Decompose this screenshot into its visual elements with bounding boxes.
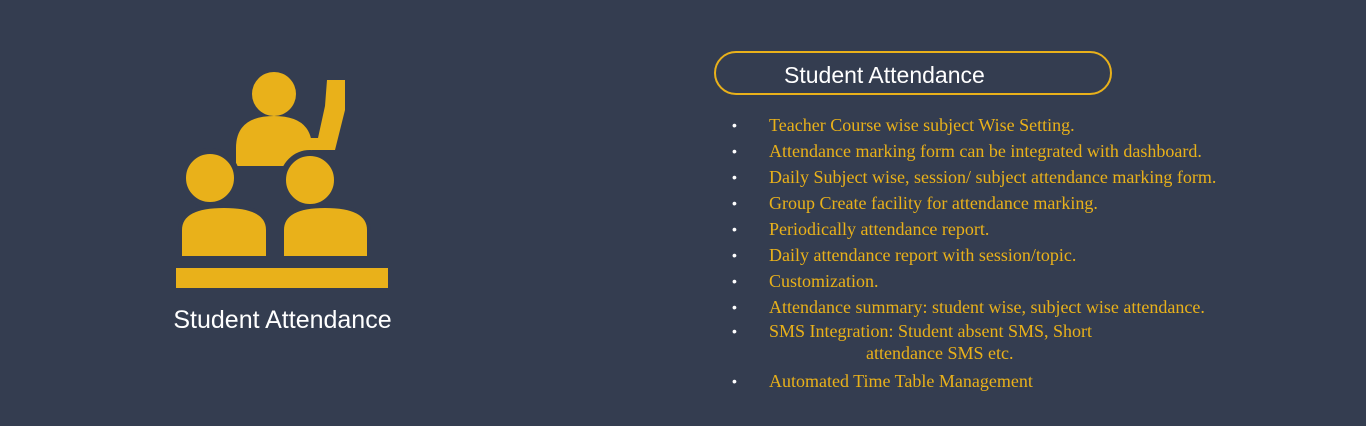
feature-item xyxy=(728,294,1216,320)
feature-list xyxy=(728,112,1216,394)
feature-item xyxy=(728,190,1216,216)
feature-item xyxy=(728,138,1216,164)
feature-text: • Automated Time Table Management xyxy=(769,371,1033,391)
feature-text: • Group Create facility for attendance marking. xyxy=(769,193,1098,213)
feature-item xyxy=(728,368,1216,394)
feature-text: • SMS Integration: Student absent SMS, Short xyxy=(769,321,1093,341)
feature-item xyxy=(728,268,1216,294)
feature-text: • Customization. xyxy=(769,271,879,291)
feature-text: • Periodically attendance report. xyxy=(769,219,990,239)
left-card-title: Student Attendance xyxy=(173,306,392,334)
feature-text: • Daily attendance report with session/topic. xyxy=(769,245,1077,265)
feature-item xyxy=(728,242,1216,268)
feature-item xyxy=(728,112,1216,138)
feature-text: • Daily Subject wise, session/ subject attendance marking form. xyxy=(769,167,1217,187)
feature-text: • Attendance marking form can be integrated with dashboard. xyxy=(769,141,1202,161)
feature-header-pill xyxy=(714,51,1112,95)
feature-text: • Teacher Course wise subject Wise Setting. xyxy=(769,115,1075,135)
feature-text-continued: attendance SMS etc. xyxy=(866,343,1014,363)
feature-text: • Attendance summary: student wise, subject wise attendance. xyxy=(769,297,1205,317)
feature-header-title: Student Attendance xyxy=(784,62,985,88)
feature-item xyxy=(728,164,1216,190)
student-attendance-card xyxy=(120,60,445,350)
feature-item xyxy=(728,320,1216,368)
feature-item xyxy=(728,216,1216,242)
student-attendance-icon xyxy=(172,68,392,288)
